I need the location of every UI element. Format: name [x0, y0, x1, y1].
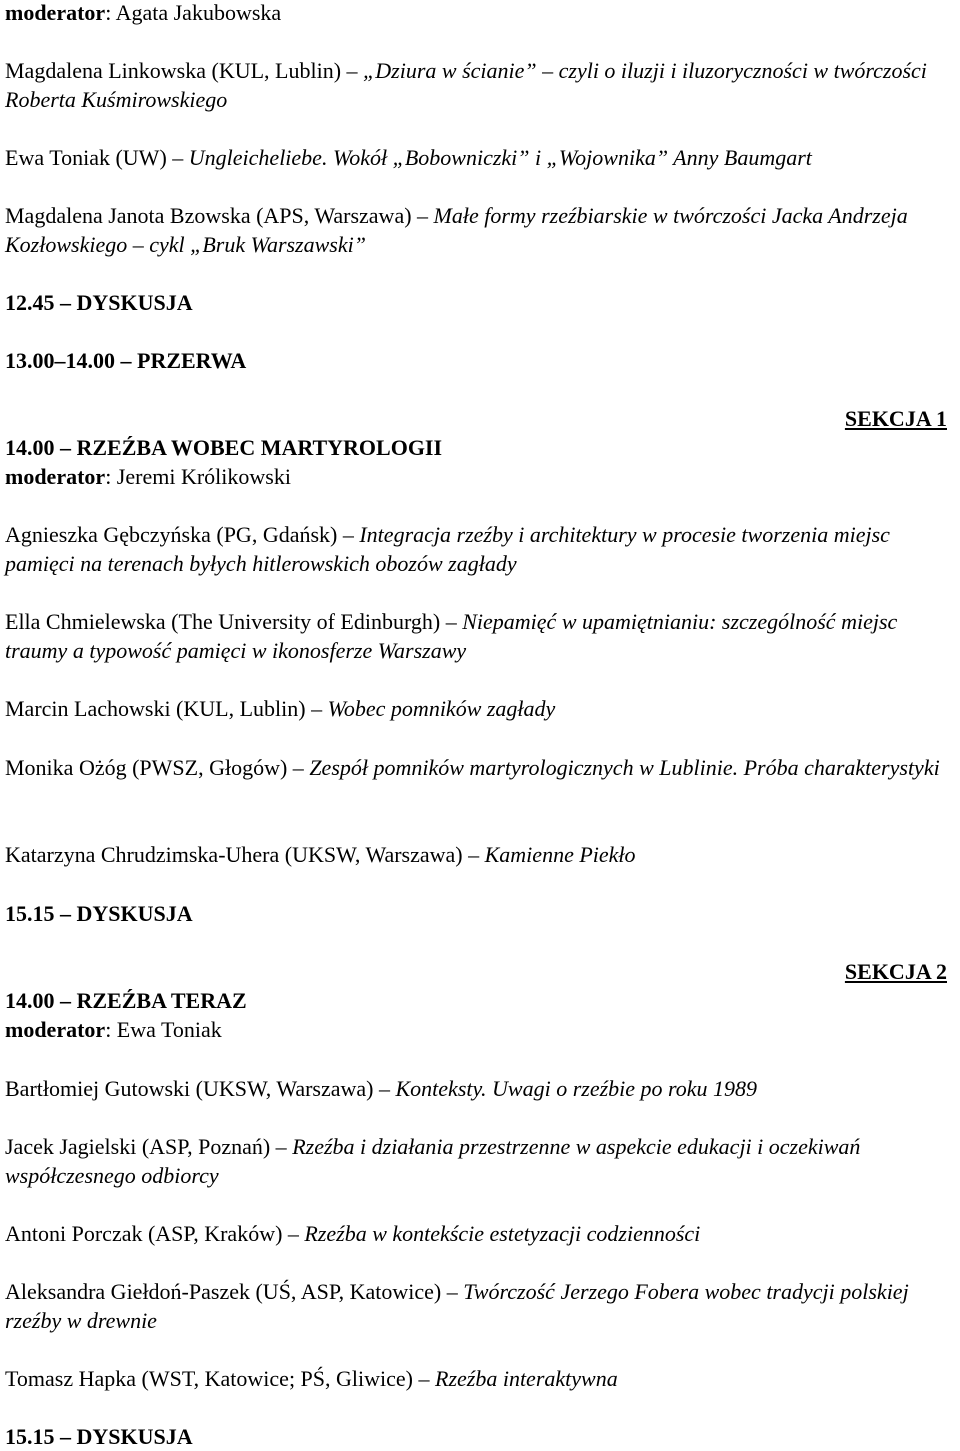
section-heading: 14.00 – RZEŹBA TERAZ	[5, 988, 247, 1013]
moderator-line	[5, 1015, 955, 1044]
talk-entry	[5, 753, 955, 782]
talk-title: Twórczość Jerzego Fobera wobec tradycji polskiej rzeźby w drewnie	[5, 1279, 909, 1333]
talk-speaker: Jacek Jagielski (ASP, Poznań) –	[5, 1134, 293, 1159]
talk-speaker: Ewa Toniak (UW) –	[5, 145, 189, 170]
talk-speaker: Aleksandra Giełdoń-Paszek (UŚ, ASP, Katowice) –	[5, 1279, 464, 1304]
section-label: SEKCJA 1	[844, 406, 947, 431]
talk-entry	[5, 201, 955, 259]
talk-speaker: Magdalena Janota Bzowska (APS, Warszawa) –	[5, 203, 434, 228]
discussion-line: 12.45 – DYSKUSJA	[5, 290, 193, 315]
moderator-label: moderator	[5, 1017, 106, 1042]
moderator-line	[5, 0, 955, 27]
discussion-line: 15.15 – DYSKUSJA	[5, 901, 193, 926]
talk-speaker: Bartłomiej Gutowski (UKSW, Warszawa) –	[5, 1076, 396, 1101]
talk-speaker: Agnieszka Gębczyńska (PG, Gdańsk) –	[5, 522, 360, 547]
moderator-name: : Jeremi Królikowski	[105, 464, 291, 489]
talk-speaker: Katarzyna Chrudzimska-Uhera (UKSW, Warszawa) –	[5, 842, 485, 867]
talk-title: Wobec pomników zagłady	[327, 696, 556, 721]
moderator-name: : Agata Jakubowska	[105, 0, 282, 25]
section-label: SEKCJA 2	[844, 959, 947, 984]
section-heading: 14.00 – RZEŹBA WOBEC MARTYROLOGII	[5, 435, 443, 460]
talk-entry	[5, 840, 955, 869]
talk-title: „Dziura w ścianie” – czyli o iluzji i iluzoryczności w twórczości Roberta Kuśmirowskiego	[5, 58, 927, 112]
talk-title: Rzeźba interaktywna	[435, 1366, 618, 1391]
moderator-label: moderator	[5, 464, 106, 489]
talk-speaker: Antoni Porczak (ASP, Kraków) –	[5, 1221, 305, 1246]
talk-title: Rzeźba w kontekście estetyzacji codzienności	[304, 1221, 701, 1246]
talk-entry	[5, 1219, 955, 1248]
talk-entry	[5, 607, 955, 665]
talk-speaker: Monika Ożóg (PWSZ, Głogów) –	[5, 755, 310, 780]
talk-speaker: Magdalena Linkowska (KUL, Lublin) –	[5, 58, 364, 83]
moderator-name: : Ewa Toniak	[105, 1017, 222, 1042]
talk-title: Ungleicheliebe. Wokół „Bobowniczki” i „Wojownika” Anny Baumgart	[188, 145, 812, 170]
talk-title: Zespół pomników martyrologicznych w Lublinie. Próba charakterystyki	[309, 755, 940, 780]
talk-speaker: Marcin Lachowski (KUL, Lublin) –	[5, 696, 328, 721]
talk-entry	[5, 1132, 955, 1190]
talk-speaker: Ella Chmielewska (The University of Edinburgh) –	[5, 609, 463, 634]
talk-title: Rzeźba i działania przestrzenne w aspekcie edukacji i oczekiwań współczesnego odbiorcy	[5, 1134, 861, 1188]
talk-entry	[5, 56, 955, 114]
discussion-line: 15.15 – DYSKUSJA	[5, 1424, 193, 1449]
talk-entry	[5, 1277, 955, 1335]
talk-title: Integracja rzeźby i architektury w procesie tworzenia miejsc pamięci na terenach byłych hitlerowskich obozów zagłady	[5, 522, 890, 576]
talk-entry	[5, 520, 955, 578]
talk-title: Konteksty. Uwagi o rzeźbie po roku 1989	[395, 1076, 758, 1101]
moderator-label: moderator	[5, 0, 106, 25]
talk-entry	[5, 1074, 955, 1103]
talk-title: Małe formy rzeźbiarskie w twórczości Jacka Andrzeja Kozłowskiego – cykl „Bruk Warszawski”	[5, 203, 908, 257]
talk-title: Niepamięć w upamiętnianiu: szczególność miejsc traumy a typowość pamięci w ikonosferze Warszawy	[5, 609, 898, 663]
talk-entry	[5, 1364, 955, 1393]
moderator-line	[5, 462, 955, 491]
break-line: 13.00–14.00 – PRZERWA	[5, 348, 247, 373]
talk-entry	[5, 143, 955, 172]
talk-title: Kamienne Piekło	[484, 842, 636, 867]
talk-entry	[5, 694, 955, 723]
talk-speaker: Tomasz Hapka (WST, Katowice; PŚ, Gliwice) –	[5, 1366, 435, 1391]
